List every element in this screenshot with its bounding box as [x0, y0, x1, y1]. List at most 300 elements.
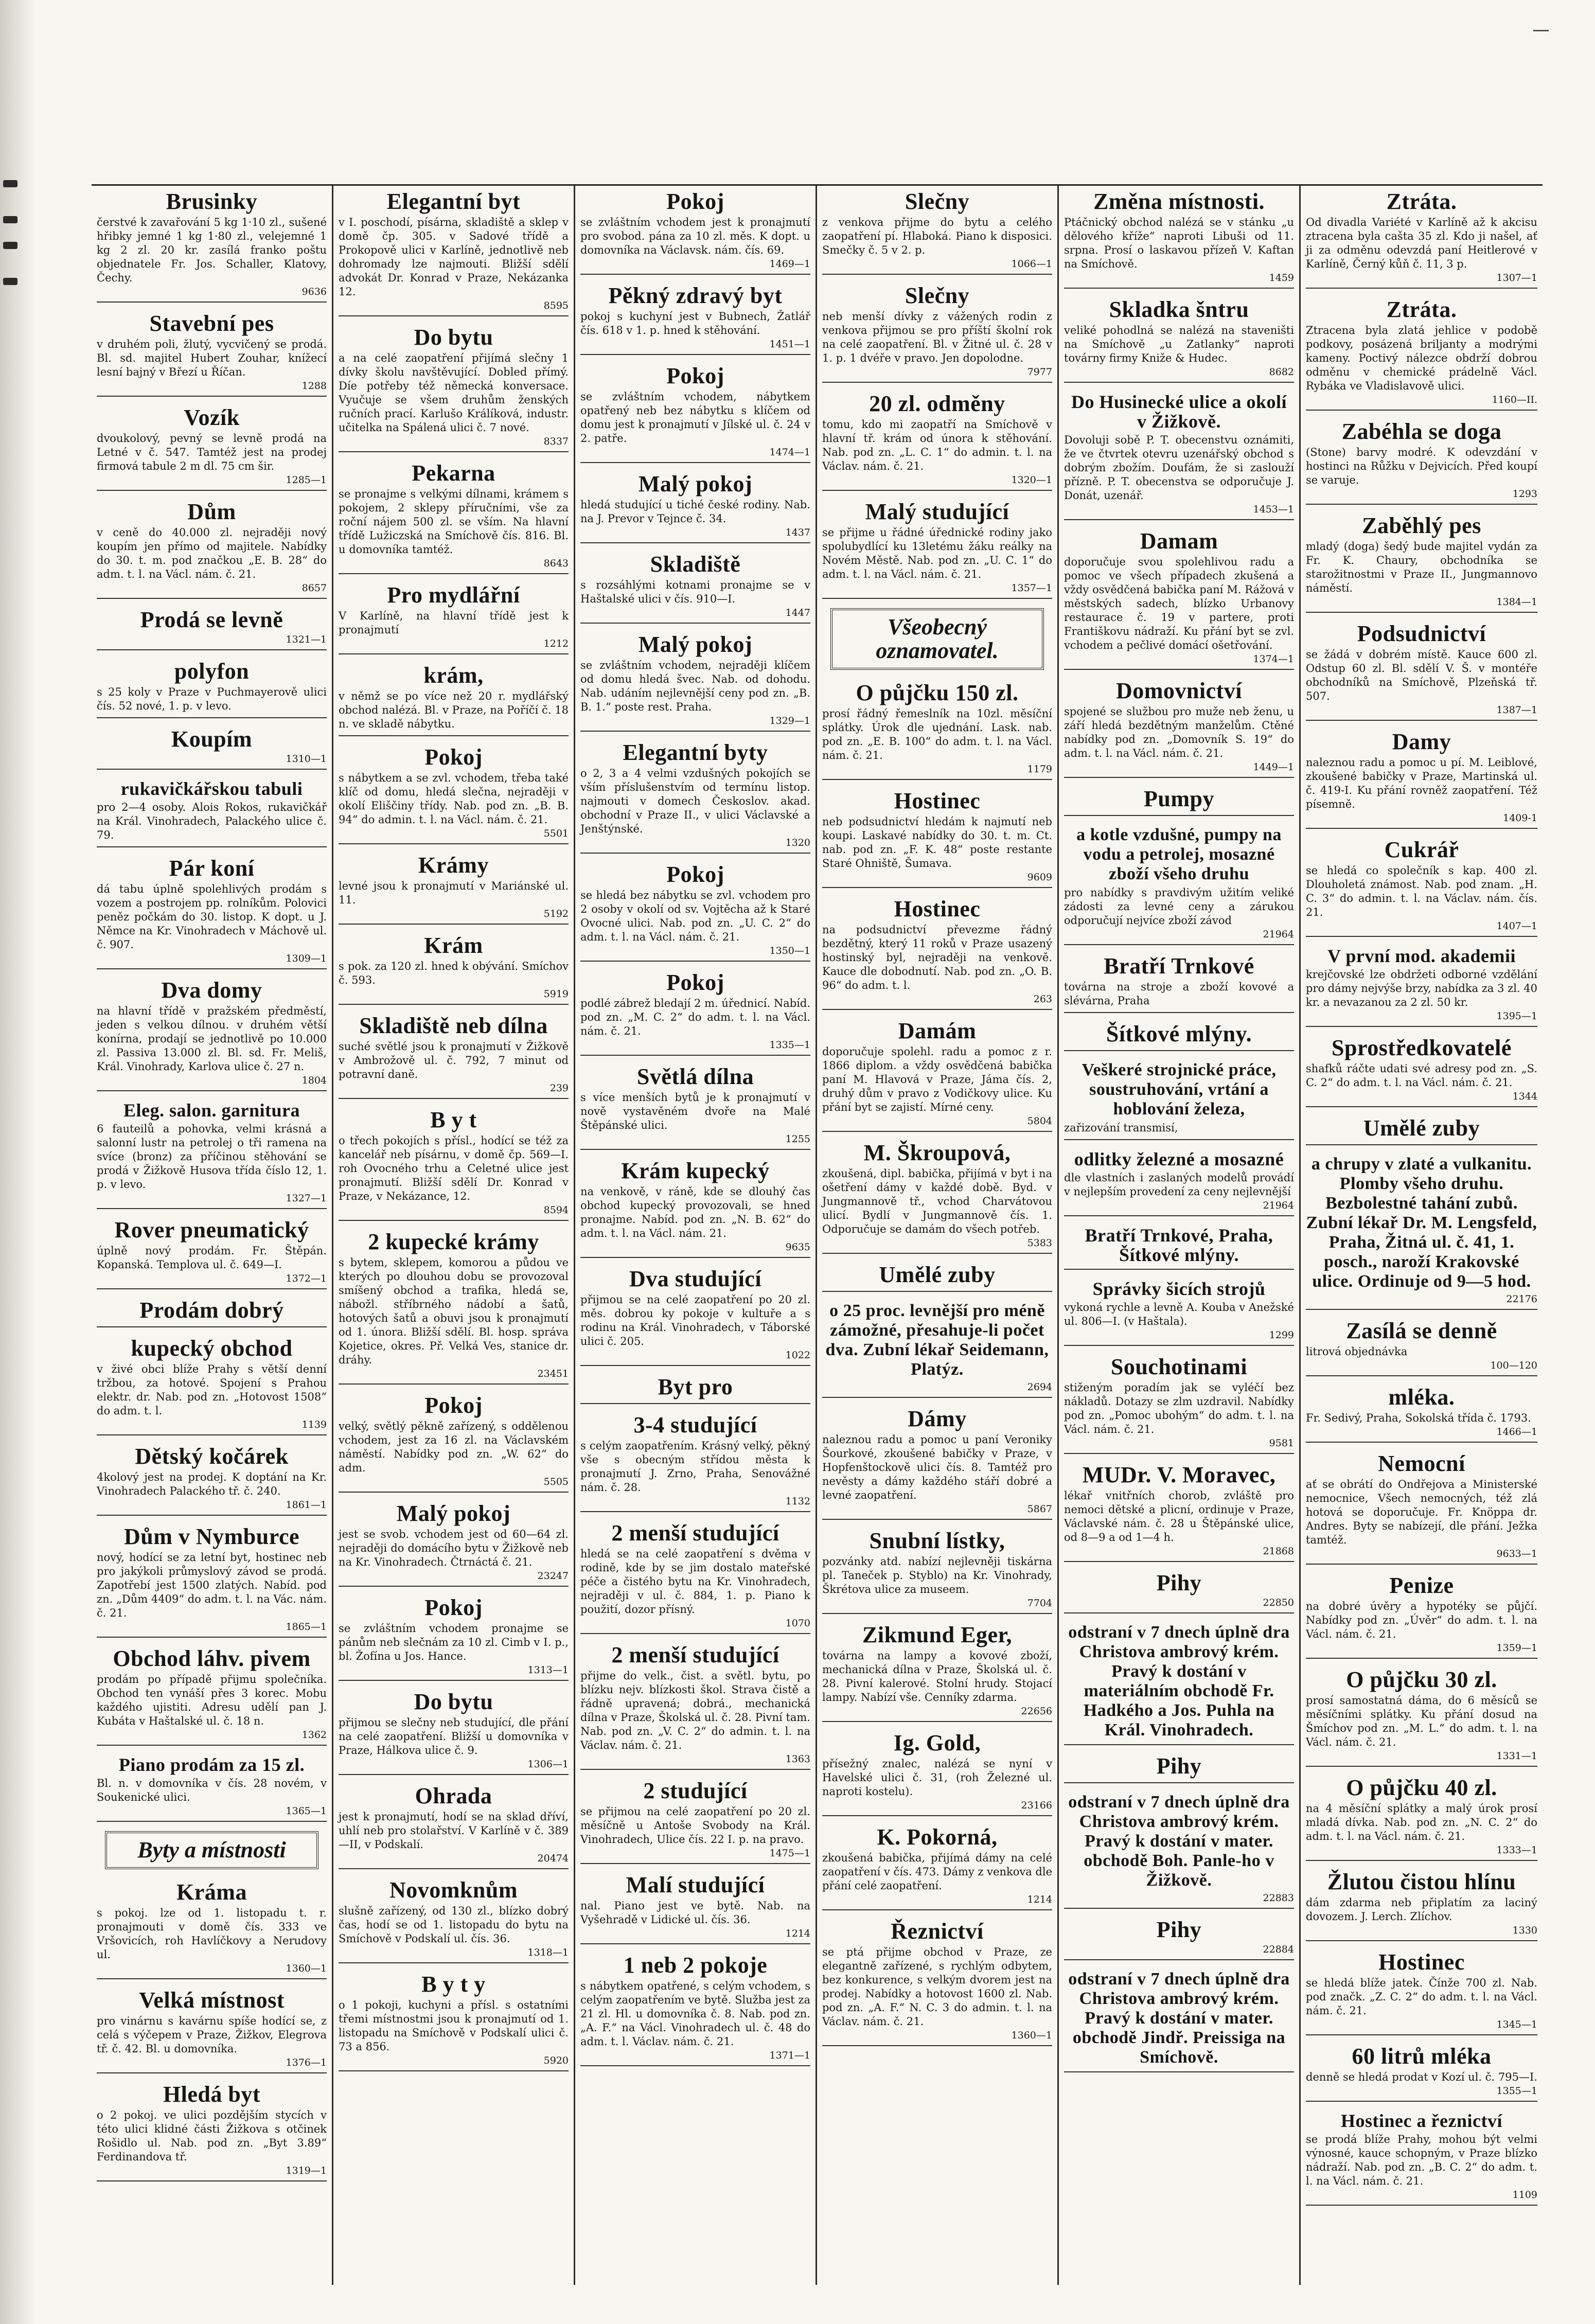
- ad-divider: [339, 924, 569, 925]
- classified-ad: [339, 1596, 569, 1681]
- ad-divider: [1064, 2071, 1294, 2072]
- classified-ad: [1064, 1970, 1294, 2072]
- ad-reference-number: 1321—1: [286, 634, 327, 645]
- classified-ad: [1064, 679, 1294, 778]
- ad-divider: [580, 1257, 810, 1258]
- ad-heading: Eleg. salon. garnitura: [123, 1100, 300, 1121]
- ad-text: o třech pokojích s přísl., hodící se též za kancelář neb písárnu, v domě čp. 569—I. roh Ovocného trhu a Celetné ulice jest pronajmutí. Bližší sdělí Dr. Konrad v Praze, v Nekázance, 12.: [339, 1134, 569, 1202]
- classified-ad: [1064, 529, 1294, 670]
- ad-text: prosí řádný řemeslník na 10zl. měsíční splátky. Úrok dle ujednání. Lask. nab. pod zn. „E. B. 100“ do adm. t. l. na Václ. nám. č. 21.: [822, 707, 1052, 761]
- ad-heading: Do bytu: [414, 325, 493, 350]
- ad-divider: [1064, 1744, 1294, 1745]
- ad-text: vykoná rychle a levně A. Kouba v Anežské ul. 806—I. (v Haštala).: [1064, 1301, 1294, 1327]
- classified-ad: [580, 1267, 810, 1366]
- classified-ad: [1306, 2045, 1537, 2102]
- classified-ad: [97, 406, 327, 491]
- classified-ad: [97, 190, 327, 303]
- ad-reference-number: 9609: [1027, 872, 1052, 883]
- classified-ad: [580, 1065, 810, 1150]
- ad-text: pro 2—4 osoby. Alois Rokos, rukavičkář na Král. Vinohradech, Palackého ulice č. 79.: [97, 801, 327, 841]
- ad-heading: odstraní v 7 dnech úplně dra Christova ambrový krém. Pravý k dostání v materiálním obchodě Fr. Hadkého a Jos. Puhla na Král. Vinohradech.: [1068, 1623, 1290, 1740]
- ad-text: továrna na stroje a zboží kovové a slévárna, Praha: [1064, 981, 1294, 1007]
- ad-text: se zvláštním vchodem pronajme se pánům neb slečnám za 10 zl. Cimb v I. p., bl. Žofína u Jos. Hance.: [339, 1622, 569, 1662]
- classified-ad: [822, 1731, 1052, 1816]
- ad-divider: [822, 274, 1052, 275]
- ad-divider: [339, 1383, 569, 1385]
- ad-reference-number: 1070: [785, 1618, 810, 1629]
- ad-heading: 1 neb 2 pokoje: [623, 1953, 768, 1978]
- ad-heading: O půjčku 40 zl.: [1346, 1775, 1497, 1800]
- ad-reference-number: 1214: [1027, 1894, 1052, 1905]
- ad-reference-number: 1371—1: [769, 2050, 810, 2061]
- spine-mark: [3, 216, 17, 223]
- classified-ad: [97, 1755, 327, 1822]
- ad-divider: [822, 598, 1052, 599]
- ad-reference-number: 9636: [302, 286, 327, 297]
- classified-ad: [339, 1230, 569, 1385]
- ad-reference-number: 1212: [543, 638, 569, 649]
- ad-reference-number: 1299: [1269, 1329, 1294, 1341]
- ad-text: s bytem, sklepem, komorou a půdou ve kterých po dlouhou dobu se provozoval smíšený obchod a trafika, hledá se, nábožl. stříbrného nádobí a šatů, hotových šatů a obuvi jsou k pronajmutí od 1. února. Bližší sdělí. Bl. hosp. správa Kojetice, okres. Př. Velká Ves, stanice dr. dráhy.: [339, 1256, 569, 1366]
- ad-text: se žádá v dobrém místě. Kauce 600 zl. Odstup 60 zl. Bl. sdělí V. Š. v montéře obchodníků na Smíchově, Plzeňská tř. 507.: [1306, 648, 1537, 702]
- ad-reference-number: 1459: [1269, 272, 1294, 283]
- ad-heading: Kráma: [176, 1879, 247, 1905]
- ad-reference-number: 1320—1: [1011, 474, 1052, 486]
- classified-ad: [339, 1878, 569, 1963]
- ad-text: s rozsáhlými kotnami pronajme se v Haštalské ulici v čís. 910—I.: [580, 579, 810, 605]
- ad-heading: Byt pro: [658, 1374, 733, 1399]
- ad-reference-number: 1384—1: [1496, 596, 1537, 608]
- classified-ad: [1064, 392, 1294, 520]
- ad-heading: Dámy: [908, 1406, 967, 1431]
- classified-ad: [580, 1413, 810, 1512]
- classified-ad: [580, 1159, 810, 1258]
- ad-divider: [339, 1004, 569, 1005]
- ad-heading: Změna místnosti.: [1093, 189, 1265, 214]
- ad-heading: rukavičkářskou tabuli: [120, 778, 303, 799]
- ad-reference-number: 5383: [1027, 1237, 1052, 1249]
- classified-ad: [1306, 1870, 1537, 1941]
- ad-divider: [1306, 410, 1537, 411]
- ad-divider: [822, 490, 1052, 491]
- ad-divider: [339, 315, 569, 316]
- ad-divider: [339, 1774, 569, 1775]
- ad-heading: Ohrada: [415, 1783, 492, 1808]
- classified-ad: [822, 897, 1052, 1010]
- ad-reference-number: 1469—1: [769, 258, 810, 270]
- ad-text: prosí samostatná dáma, do 6 měsíců se měsíčními splátky. Ku přání dosud na Šmíchov pod zn. „M. L.“ do adm. t. l. na Václ. nám. č. 21.: [1306, 1694, 1537, 1748]
- ad-text: z venkova přijme do bytu a celého zaopatření pí. Hlaboká. Piano k disposici. Smečky č. 5 v 2. p.: [822, 216, 1052, 256]
- ad-divider: [1306, 1375, 1537, 1376]
- ad-heading: Pro mydlářní: [387, 582, 520, 608]
- classified-ad: [1064, 1279, 1294, 1346]
- ad-heading: Snubní lístky,: [869, 1528, 1005, 1553]
- classified-ad: [580, 1375, 810, 1404]
- ad-text: podlé zábrež bledají 2 m. úřednicí. Nabíd. pod zn. „M. C. 2“ do adm. t. l. na Václ. nám. č. 21.: [580, 997, 811, 1037]
- ad-divider: [97, 717, 327, 718]
- ad-text: s více menších bytů je k pronajmutí v nově vystavěném dvoře na Malé Štěpánské ulici.: [580, 1091, 810, 1131]
- ad-heading: Malí studující: [626, 1872, 765, 1897]
- classified-ad: [822, 1623, 1052, 1722]
- ad-text: se přijmou na celé zaopatření po 20 zl. měsíčně u Antoše Svobody na Král. Vinohradech, Ulice čís. 22 I. p. na pravo.: [580, 1805, 810, 1846]
- ad-reference-number: 21964: [1263, 1200, 1294, 1211]
- classified-ad: [580, 863, 810, 962]
- ad-heading: Malý pokoj: [638, 632, 753, 657]
- ad-reference-number: 1466—1: [1496, 1426, 1537, 1438]
- classified-ad: [1306, 420, 1537, 505]
- ad-text: o 2 pokoj. ve ulici pozdějším stycích v této ulici klidné části Žižkova s otčinek Rošidlo ul. Nab. pod zn. „Byt 3.89“ Ferdinandova tř.: [97, 2109, 327, 2163]
- ad-reference-number: 8595: [543, 300, 569, 311]
- ad-divider: [822, 1815, 1052, 1816]
- ad-divider: [339, 735, 569, 736]
- ad-heading: B y t y: [421, 1972, 486, 1997]
- classified-ad: [97, 312, 327, 397]
- ad-text: naleznou radu a pomoc u paní Veroniky Šourkové, zkoušené babičky v Praze, v Hopfenštockově ulici čís. 8. Tamtéž pro nevěsty a dámy každého stáří dobré a levné zaopatření.: [822, 1433, 1052, 1501]
- ad-divider: [580, 853, 810, 854]
- ad-heading: B y t: [430, 1107, 477, 1132]
- ad-divider: [339, 573, 569, 574]
- ad-column-5: [1059, 186, 1301, 2285]
- ad-heading: Malý studující: [865, 499, 1009, 524]
- ad-reference-number: 1327—1: [286, 1193, 327, 1204]
- ad-divider: [97, 1637, 327, 1638]
- ad-divider: [97, 598, 327, 599]
- ad-heading: o 25 proc. levnější pro méně zámožné, přesahuje-li počet dva. Zubní lékař Seidemann, Platýz.: [825, 1301, 1049, 1379]
- ad-text: na hlavní třídě v pražském předměstí, jeden s velkou dílnou. v druhém větší konírna, prodají se jednotlivě po 10.000 zl. Passiva 13.000 zl. Bl. sd. Fr. Meliš, Král. Vinohrady, Karlova ulice č. 27 n.: [97, 1005, 327, 1073]
- ad-reference-number: 1333—1: [1496, 1844, 1537, 1856]
- ad-divider: [97, 1288, 327, 1289]
- ad-reference-number: 8337: [543, 436, 569, 447]
- ad-text: přijme do velk., čist. a světl. bytu, po blízku nejv. blízkosti škol. Strava čistě a řádně upravená; dobrá., mechanická dílna v Praze, Školská ul. č. 28. Pivní tam. Nab. pod zn. „V. C. 2“ do admin. t. l. na Václav. nám. č. 21.: [580, 1670, 810, 1751]
- ad-reference-number: 1360—1: [1011, 2030, 1052, 2041]
- ad-text: Ztracena byla zlatá jehlice v podobě podkovy, posázená briljanty a modrými kameny. Poctivý nálezce obdrží dobrou odměnu v chemické prádelně Václ. Rybáka ve Vladislavově ulici.: [1306, 324, 1537, 392]
- classified-ad: [1306, 946, 1537, 1027]
- ad-divider: [1064, 1215, 1294, 1216]
- ad-heading: Damam: [1140, 528, 1218, 554]
- ad-reference-number: 5920: [543, 2055, 569, 2066]
- ad-heading: Elegantní byt: [386, 189, 521, 214]
- ad-divider: [580, 1055, 810, 1056]
- ad-text: přijmou se slečny neb studující, dle přání na celé zaopatření. Bližší u domovníka v Praze, Hálkova ulice č. 9.: [339, 1716, 569, 1757]
- ad-reference-number: 1309—1: [286, 953, 327, 964]
- ad-heading: 2 studující: [643, 1778, 748, 1803]
- ad-text: hledá se na celé zaopatření s dvěma v rodině, kde by se jim dostalo mateřské péče a čistého bytu na Kr. Vinohradech, nejraději v ul. č. 884, 1. p. Piano k použití, dozor přísný.: [580, 1548, 810, 1616]
- classified-ad: [580, 1521, 810, 1634]
- ad-text: litrová objednávka: [1306, 1345, 1408, 1358]
- ad-reference-number: 1066—1: [1011, 258, 1052, 270]
- ad-heading: 3-4 studující: [633, 1412, 757, 1438]
- ad-heading: 2 menší studující: [611, 1642, 779, 1667]
- ad-text: v I. poschodí, písárna, skladiště a sklep v domě čp. 305. v Sadové třídě a Prokopově ulici v Karlíně, jednotlivě neb dohromady lze najmouti. Bližší sdělí advokát Dr. Konrad v Praze, Nekázanka 12.: [339, 216, 569, 298]
- ad-heading: Umělé zuby: [879, 1262, 996, 1287]
- ad-reference-number: 1288: [302, 380, 327, 392]
- ad-heading: Pěkný zdravý byt: [608, 283, 783, 308]
- ad-heading: O půjčku 150 zl.: [856, 680, 1019, 705]
- ad-text: na podsudnictví převezme řádný bezdětný, který 11 roků v Praze usazený hostinský byl, nejraději na venkově. Kauce dle dobodnutí. Nab. pod zn. „O. B. 96“ do adm. t. l.: [822, 924, 1052, 991]
- ad-heading: Stavební pes: [149, 311, 274, 336]
- ad-divider: [97, 968, 327, 969]
- ad-text: Dovoluji sobě P. T. obecenstvu oznámiti, že ve čtvrtek otevru uzenářský obchod s dobrým zbožím. Doufám, že si zaslouží přízně. P. T. obecenstva se odporučuje J. Donát, uzenář.: [1064, 434, 1294, 502]
- section-banner: Byty a místnosti: [105, 1831, 318, 1869]
- ad-divider: [97, 1821, 327, 1822]
- ad-divider: [580, 542, 810, 543]
- ad-text: se prodá blíže Prahy, mohou být velmi výnosné, kauce schopným, v Praze blízko nádraží. Nab. pod zn. „B. C. 2“ do adm. t. l. na Václ. nám. č. 21.: [1306, 2133, 1537, 2187]
- ad-reference-number: 1372—1: [286, 1273, 327, 1284]
- ad-reference-number: 21964: [1263, 929, 1294, 940]
- classified-ad: [1306, 1950, 1537, 2035]
- ad-heading: Obchod láhv. pivem: [113, 1646, 311, 1671]
- ad-heading: Brusinky: [166, 189, 258, 214]
- classified-ad: [97, 1881, 327, 1979]
- ad-divider: [1306, 1106, 1537, 1107]
- ad-text: 4kolový jest na prodej. K doptání na Kr. Vinohradech Palackého tř. č. 240.: [97, 1471, 327, 1497]
- ad-heading: Cukrář: [1384, 837, 1459, 862]
- ad-divider: [97, 769, 327, 770]
- ad-reference-number: 1139: [302, 1419, 327, 1430]
- ad-text: zkoušená babička, přijímá dámy na celé zaopatření v čís. 473. Dámy z venkova dle přání celé zaopatření.: [822, 1852, 1052, 1892]
- ad-reference-number: 1449—1: [1253, 761, 1294, 773]
- ad-divider: [97, 1745, 327, 1746]
- ad-reference-number: 23247: [537, 1570, 569, 1582]
- ad-reference-number: 263: [1033, 994, 1052, 1005]
- classified-ad: [97, 608, 327, 650]
- classified-ad: [1064, 825, 1294, 945]
- classified-ad: [1064, 298, 1294, 383]
- ad-heading: Hostinec: [894, 788, 981, 813]
- ad-heading: 2 kupecké krámy: [368, 1229, 539, 1254]
- ad-reference-number: 1447: [785, 607, 810, 618]
- ad-divider: [580, 1769, 810, 1770]
- ad-text: s 25 koly v Praze v Puchmayerově ulici čís. 52 nové, 1. p. v levo.: [97, 686, 327, 712]
- ad-heading: Domovnictví: [1115, 678, 1243, 703]
- ad-divider: [1306, 2205, 1537, 2206]
- ad-heading: a kotle vzdušné, pumpy na vodu a petrolej, mosazné zboží všeho druhu: [1076, 825, 1282, 883]
- ad-heading: Prodám dobrý: [139, 1298, 284, 1323]
- ad-reference-number: 9635: [785, 1241, 810, 1253]
- classified-ad: [97, 1218, 327, 1289]
- ad-heading: Řeznictví: [891, 1919, 984, 1944]
- ad-divider: [1306, 504, 1537, 505]
- classified-ad: [339, 1108, 569, 1221]
- classified-ad: [339, 1973, 569, 2071]
- ad-text: dle vlastních i zaslaných modelů provádí v nejlepším provedení za ceny nejlevnější: [1064, 1172, 1294, 1198]
- ad-divider: [822, 2045, 1052, 2046]
- ad-heading: Zikmund Eger,: [862, 1622, 1012, 1647]
- classified-ad: [822, 1263, 1052, 1292]
- ad-reference-number: 22883: [1263, 1892, 1294, 1904]
- ad-heading: Pokoj: [666, 363, 724, 388]
- ad-text: hledá studující u tiché české rodiny. Nab. na J. Prevor v Tejnce č. 34.: [580, 499, 810, 525]
- ad-divider: [1064, 815, 1294, 816]
- ad-reference-number: 1335—1: [769, 1039, 810, 1051]
- ad-divider: [97, 1434, 327, 1435]
- ad-heading: Penize: [1389, 1573, 1454, 1598]
- classified-ad: [1306, 1155, 1537, 1310]
- ad-heading: Hostinec: [894, 896, 981, 921]
- ad-heading: Pokoj: [666, 189, 724, 214]
- ad-reference-number: 1329—1: [769, 715, 810, 726]
- classified-ad: [1064, 954, 1294, 1013]
- ad-heading: Zasílá se denně: [1346, 1318, 1497, 1343]
- ad-text: ať se obrátí do Ondřejova a Ministerské nemocnice, Všech nemocných, též zlá hotová se doporučuje. Fr. Knöppa dr. Andres. Byty se nabízejí, dle přání. Ježka tamtéž.: [1306, 1478, 1537, 1546]
- ad-reference-number: 1022: [785, 1350, 810, 1361]
- ad-reference-number: 1345—1: [1496, 2019, 1537, 2030]
- classified-ad: [97, 728, 327, 770]
- classified-ad: [580, 741, 810, 854]
- ad-divider: [580, 1403, 810, 1404]
- ad-text: krejčovské lze obdržeti odborné vzdělání pro dámy nejvýše brzy, nabídka za 3 zl. 40 kr. a nevazanou za 2 zl. 50 kr.: [1306, 968, 1537, 1008]
- ad-heading: Skladiště neb dílna: [359, 1013, 548, 1038]
- classified-ad: [1306, 1668, 1537, 1767]
- ad-heading: Hostinec: [1378, 1949, 1465, 1975]
- ad-divider: [339, 653, 569, 654]
- ad-text: továrna na lampy a kovové zboží, mechanická dílna v Praze, Školská ul. č. 28. Pivní kalerové. Stolní hrudy. Stojací lampy. Nabízí vše. Cenníky zdarma.: [822, 1649, 1052, 1704]
- ad-heading: Správky šicích strojů: [1092, 1279, 1266, 1299]
- ad-divider: [1306, 2101, 1537, 2102]
- ad-reference-number: 23166: [1021, 1800, 1052, 1811]
- ad-heading: Pokoj: [424, 1595, 483, 1620]
- ad-divider: [97, 1208, 327, 1209]
- classified-ad: [1064, 1022, 1294, 1051]
- ad-heading: Pokoj: [666, 862, 724, 887]
- ad-heading: Dům: [187, 499, 236, 524]
- ad-divider: [339, 1962, 569, 1963]
- classified-ad: [339, 1014, 569, 1099]
- ad-heading: Prodá se levně: [140, 607, 283, 632]
- ad-divider: [339, 451, 569, 452]
- ad-divider: [97, 2072, 327, 2073]
- ad-divider: [1064, 1782, 1294, 1783]
- classified-ad: [97, 1445, 327, 1516]
- ad-divider: [339, 1492, 569, 1493]
- ad-divider: [580, 623, 810, 624]
- ad-reference-number: 9633—1: [1496, 1548, 1537, 1559]
- ad-text: čerstvé k zavařování 5 kg 1·10 zl., sušené hřibky jemné 1 kg 1·80 zl., velejemné 1 kg 2 zl. 20 kr. zasílá franko poštu objednatele Fr. Jos. Schaller, Klatovy, Čechy.: [97, 216, 327, 284]
- ad-heading: Slečny: [905, 283, 970, 308]
- classified-ad: [97, 1647, 327, 1746]
- ad-divider: [339, 2070, 569, 2071]
- classified-ad: [822, 1301, 1052, 1398]
- ad-text: levné jsou k pronajmutí v Mariánské ul. 11.: [339, 880, 569, 906]
- ad-heading: Damy: [1392, 729, 1451, 754]
- ad-divider: [822, 1253, 1052, 1254]
- ad-divider: [580, 731, 810, 732]
- ad-reference-number: 1344: [1512, 1091, 1537, 1102]
- ad-divider: [580, 2065, 810, 2066]
- spine-mark: [3, 242, 17, 249]
- classified-ad: [339, 583, 569, 654]
- ad-reference-number: 1804: [302, 1075, 327, 1086]
- ad-reference-number: 1320: [785, 837, 810, 848]
- ad-heading: Piano prodám za 15 zl.: [118, 1754, 305, 1775]
- ad-reference-number: 1319—1: [286, 2165, 327, 2176]
- ad-heading: a chrupy v zlaté a vulkanitu. Plomby všeho druhu. Bezbolestné tahání zubů. Zubní lékař Dr. M. Lengsfeld, Praha, Žitná ul. č. 41, 1. posch., naroží Krakovské ulice. Ordinuje od 9—5 hod.: [1306, 1155, 1537, 1291]
- ad-heading: kupecký obchod: [131, 1336, 293, 1361]
- ad-reference-number: 1355—1: [1496, 2085, 1537, 2097]
- ad-heading: odstraní v 7 dnech úplně dra Christova ambrový krém. Pravý k dostání v mater. obchodě Boh. Panle-ho v Žižkově.: [1068, 1793, 1290, 1890]
- ad-reference-number: 8594: [543, 1204, 569, 1216]
- ad-text: s nábytkem a se zvl. vchodem, třeba také klíč od domu, hledá slečna, nejraději v okolí Eliščiny třídy. Nab. pod zn. „B. B. 94“ do admin. t. l. na Václ. nám. č. 21.: [339, 772, 569, 826]
- ad-divider: [97, 2180, 327, 2181]
- ad-reference-number: 1437: [785, 527, 810, 538]
- ad-column-3: [575, 186, 817, 2285]
- ad-heading: Pár koní: [169, 856, 255, 881]
- ad-text: a na celé zaopatření přijímá slečny 1 dívky školu navštěvující. Dobled přímý. Díe potřeby též německá konversace. Vyučuje se všem druhům ženských ručních prací. Karlušo Králíková, industr. učitelka na Spálená ulici č. 7 nové.: [339, 352, 569, 434]
- ad-text: shafků ráčte udati své adresy pod zn. „S. C. 2“ do adm. t. l. na Václ. nám. č. 21.: [1306, 1062, 1537, 1089]
- ad-heading: Zaběhlý pes: [1362, 513, 1481, 538]
- ad-text: nal. Piano jest ve bytě. Nab. na Vyšehradě v Lidické ul. čís. 36.: [580, 1900, 810, 1926]
- classified-ad: [1306, 622, 1537, 721]
- ad-text: naleznou radu a pomoc u pí. M. Leiblové, zkoušené babičky v Praze, Martinská ul. č. 419-I. Ku přání rovněž zaopatření. Též písemně.: [1306, 756, 1537, 810]
- classified-ad: [822, 1825, 1052, 1910]
- ad-text: stiženým poradím jak se vyléčí bez nákladů. Dotazy se zlm uzdravil. Nabídky pod zn. „Pomoc ubohým“ do adm. t. l. na Václ. nám. č. 21.: [1064, 1381, 1294, 1435]
- ad-divider: [822, 887, 1052, 888]
- ad-reference-number: 5919: [543, 988, 569, 1000]
- ad-divider: [97, 301, 327, 303]
- classified-ad: [339, 326, 569, 452]
- ad-text: zkoušená, dipl. babička, přijímá v byt i na ošetření dámy v každé době. Byd. v Jungmannově tř., vchod Charvátovou ulicí. Bydlí v Jungmannově čís. 1. Odporučuje se damám do všech potřeb.: [822, 1167, 1052, 1235]
- classified-ad: [822, 190, 1052, 275]
- ad-heading: Velká místnost: [139, 1988, 285, 2013]
- page-mark: [1533, 30, 1549, 31]
- ad-heading: Ztráta.: [1386, 297, 1457, 322]
- classified-ads: [92, 184, 1543, 2285]
- classified-ad: [339, 1394, 569, 1493]
- ad-heading: Do Husinecké ulice a okolí v Žižkově.: [1071, 392, 1287, 432]
- spine-mark: [3, 278, 17, 285]
- ad-reference-number: 1363: [785, 1753, 810, 1765]
- ad-heading: Pihy: [1156, 1917, 1202, 1942]
- classified-ad: [97, 500, 327, 599]
- ad-column-4: [817, 186, 1059, 2285]
- classified-ad: [339, 190, 569, 316]
- classified-ad: [822, 789, 1052, 888]
- classified-ad: [822, 1019, 1052, 1132]
- classified-ad: [1306, 2111, 1537, 2206]
- ad-heading: Ztráta.: [1386, 189, 1457, 214]
- ad-heading: 2 menší studující: [611, 1520, 779, 1546]
- ad-text: úplně nový prodám. Fr. Štěpán. Kopanská. Templova ul. č. 649—I.: [97, 1245, 327, 1271]
- ad-text: dám zdarma neb připlatím za laciný dovozem. J. Lerch. Zlíchov.: [1306, 1896, 1537, 1923]
- ad-text: suché světlé jsou k pronajmutí v Žižkově v Ambrožově ul. č. 792, 7 minut od potravní daně.: [339, 1040, 569, 1080]
- ad-heading: Elegantní byty: [623, 740, 768, 765]
- ad-divider: [1064, 669, 1294, 670]
- ad-divider: [97, 1515, 327, 1516]
- ad-heading: M. Škroupová,: [863, 1140, 1011, 1165]
- classified-ad: [97, 857, 327, 969]
- ad-heading: odstraní v 7 dnech úplně dra Christova ambrový krém. Pravý k dostání v mater. obchodě Jindř. Preissiga na Smíchově.: [1068, 1970, 1290, 2067]
- classified-ad: [1306, 838, 1537, 937]
- ad-text: na 4 měsíční splátky a malý úrok prosí mladá dívka. Nab. pod zn. „N. C. 2“ do adm. t. l. na Václ. nám. č. 21.: [1306, 1802, 1537, 1842]
- ad-reference-number: 1374—1: [1253, 653, 1294, 665]
- ad-text: v druhém poli, žlutý, vycvičený se prodá. Bl. sd. majitel Hubert Zouhar, knížecí lesní bajný v Březí u Říčan.: [97, 338, 327, 378]
- ad-text: pozvánky atd. nabízí nejlevněji tiskárna pl. Taneček p. Styblo) na Kr. Vinohrady, Škrétova ulice za museem.: [822, 1555, 1052, 1595]
- classified-ad: [1064, 190, 1294, 289]
- ad-text: na venkově, v ráně, kde se dlouhý čas obchod kupecký provozovali, se hned pronajme. Nabíd. pod zn. „N. B. 62“ do adm. t. l. na Václ. nám. 21.: [580, 1185, 810, 1239]
- ad-heading: Novomknům: [389, 1877, 518, 1903]
- ad-divider: [822, 779, 1052, 780]
- ad-divider: [822, 1519, 1052, 1520]
- ad-reference-number: 8657: [302, 582, 327, 594]
- classified-ad: [97, 660, 327, 718]
- ad-heading: Pumpy: [1144, 786, 1214, 811]
- ad-reference-number: 1451—1: [769, 339, 810, 350]
- ad-heading: Veškeré strojnické práce, soustruhování, vrtání a hoblování železa,: [1082, 1060, 1277, 1119]
- ad-divider: [1064, 519, 1294, 520]
- classified-ad: [580, 284, 810, 355]
- ad-text: 6 fauteilů a pohovka, velmi krásná a salonní lustr na petrolej o tři ramena na svíce (bronz) za příčinou stěhování se prodá v Žižkově Husova třída číslo 12, 1. p. v levo.: [97, 1123, 327, 1191]
- classified-ad: [1306, 1452, 1537, 1565]
